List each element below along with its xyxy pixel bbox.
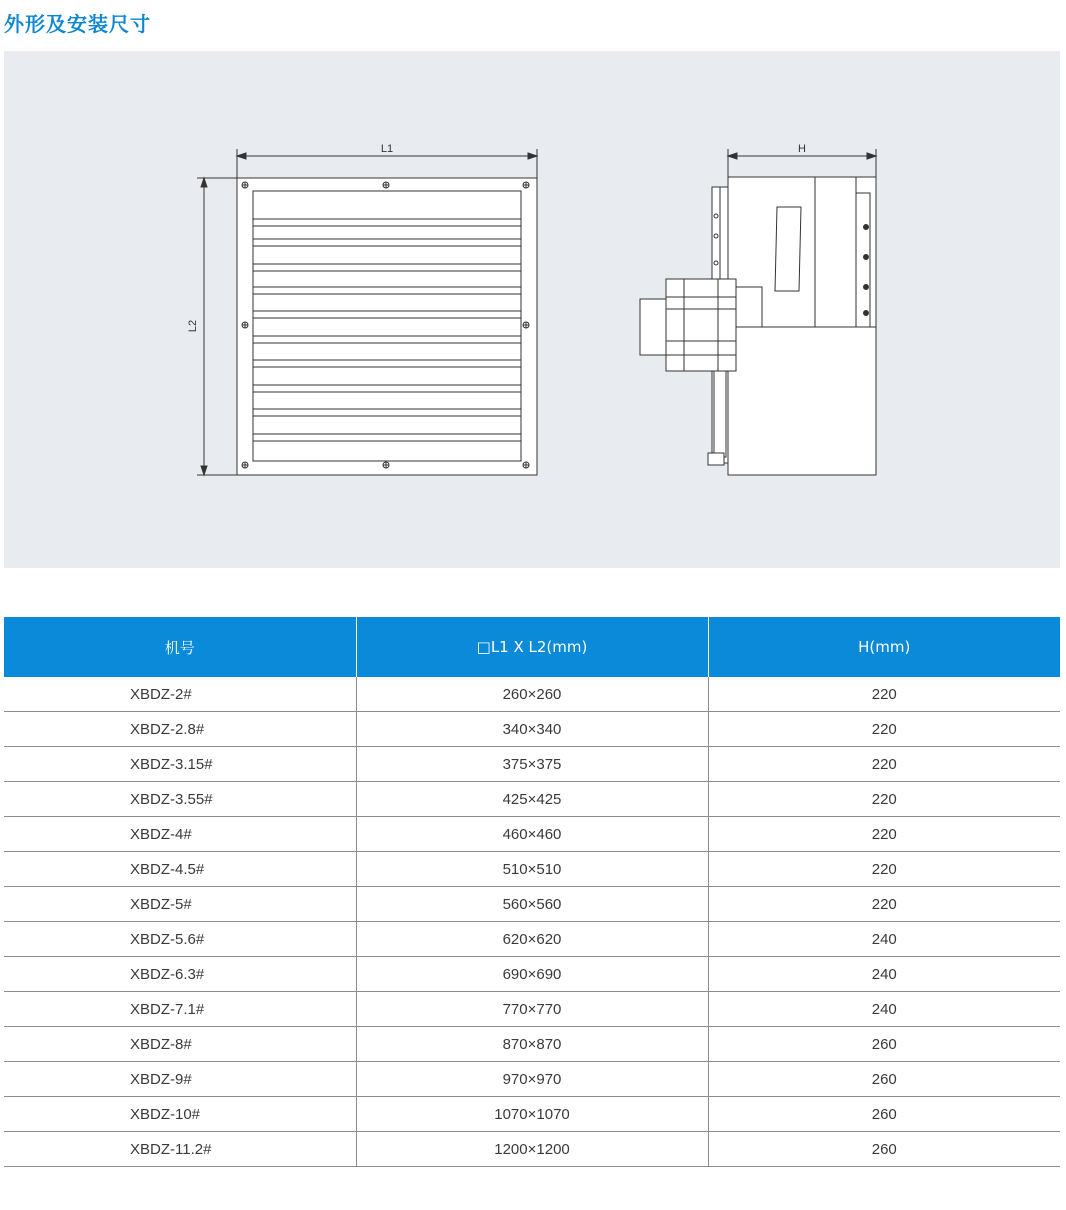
cell-height: 220	[708, 712, 1060, 747]
cell-model: XBDZ-2#	[4, 677, 356, 712]
cell-height: 220	[708, 747, 1060, 782]
cell-size: 870×870	[356, 1027, 708, 1062]
cell-model: XBDZ-2.8#	[4, 712, 356, 747]
cell-height: 220	[708, 887, 1060, 922]
cell-height: 240	[708, 992, 1060, 1027]
cell-model: XBDZ-3.15#	[4, 747, 356, 782]
page-title: 外形及安装尺寸	[4, 12, 151, 36]
side-view	[640, 149, 876, 475]
header-size: □L1 X L2(mm)	[356, 617, 708, 677]
table-row	[4, 1062, 1060, 1097]
spec-table	[4, 617, 1060, 1167]
cell-height: 260	[708, 1132, 1060, 1167]
cell-size: 375×375	[356, 747, 708, 782]
cell-height: 260	[708, 1062, 1060, 1097]
table-row	[4, 677, 1060, 712]
dimension-l2	[197, 178, 237, 475]
label-h: H	[798, 143, 806, 155]
cell-model: XBDZ-7.1#	[4, 992, 356, 1027]
cell-size: 560×560	[356, 887, 708, 922]
header-model: 机号	[4, 617, 356, 677]
cell-model: XBDZ-5#	[4, 887, 356, 922]
cell-height: 220	[708, 677, 1060, 712]
cell-size: 970×970	[356, 1062, 708, 1097]
cell-height: 240	[708, 922, 1060, 957]
table-row	[4, 957, 1060, 992]
cell-size: 770×770	[356, 992, 708, 1027]
dimension-drawing	[4, 51, 1060, 568]
cell-model: XBDZ-6.3#	[4, 957, 356, 992]
cell-size: 260×260	[356, 677, 708, 712]
cell-size: 460×460	[356, 817, 708, 852]
cell-size: 1200×1200	[356, 1132, 708, 1167]
label-l2: L2	[187, 319, 199, 333]
table-row	[4, 992, 1060, 1027]
cell-size: 1070×1070	[356, 1097, 708, 1132]
cell-height: 240	[708, 957, 1060, 992]
dimension-drawing-panel	[4, 51, 1060, 568]
cell-model: XBDZ-3.55#	[4, 782, 356, 817]
cell-size: 690×690	[356, 957, 708, 992]
cell-height: 220	[708, 817, 1060, 852]
cell-height: 260	[708, 1097, 1060, 1132]
table-row	[4, 712, 1060, 747]
label-l1: L1	[380, 143, 394, 155]
front-view-frame	[237, 178, 537, 475]
cell-size: 620×620	[356, 922, 708, 957]
table-row	[4, 1027, 1060, 1062]
header-height: H(mm)	[708, 617, 1060, 677]
cell-height: 220	[708, 852, 1060, 887]
table-header-row	[4, 617, 1060, 677]
table-row	[4, 782, 1060, 817]
cell-model: XBDZ-4#	[4, 817, 356, 852]
cell-model: XBDZ-9#	[4, 1062, 356, 1097]
table-row	[4, 1132, 1060, 1167]
table-row	[4, 747, 1060, 782]
cell-model: XBDZ-11.2#	[4, 1132, 356, 1167]
cell-size: 425×425	[356, 782, 708, 817]
cell-model: XBDZ-8#	[4, 1027, 356, 1062]
cell-size: 510×510	[356, 852, 708, 887]
cell-height: 260	[708, 1027, 1060, 1062]
cell-height: 220	[708, 782, 1060, 817]
cell-model: XBDZ-5.6#	[4, 922, 356, 957]
table-row	[4, 1097, 1060, 1132]
table-row	[4, 852, 1060, 887]
cell-model: XBDZ-4.5#	[4, 852, 356, 887]
table-row	[4, 922, 1060, 957]
cell-size: 340×340	[356, 712, 708, 747]
table-row	[4, 887, 1060, 922]
table-row	[4, 817, 1060, 852]
cell-model: XBDZ-10#	[4, 1097, 356, 1132]
